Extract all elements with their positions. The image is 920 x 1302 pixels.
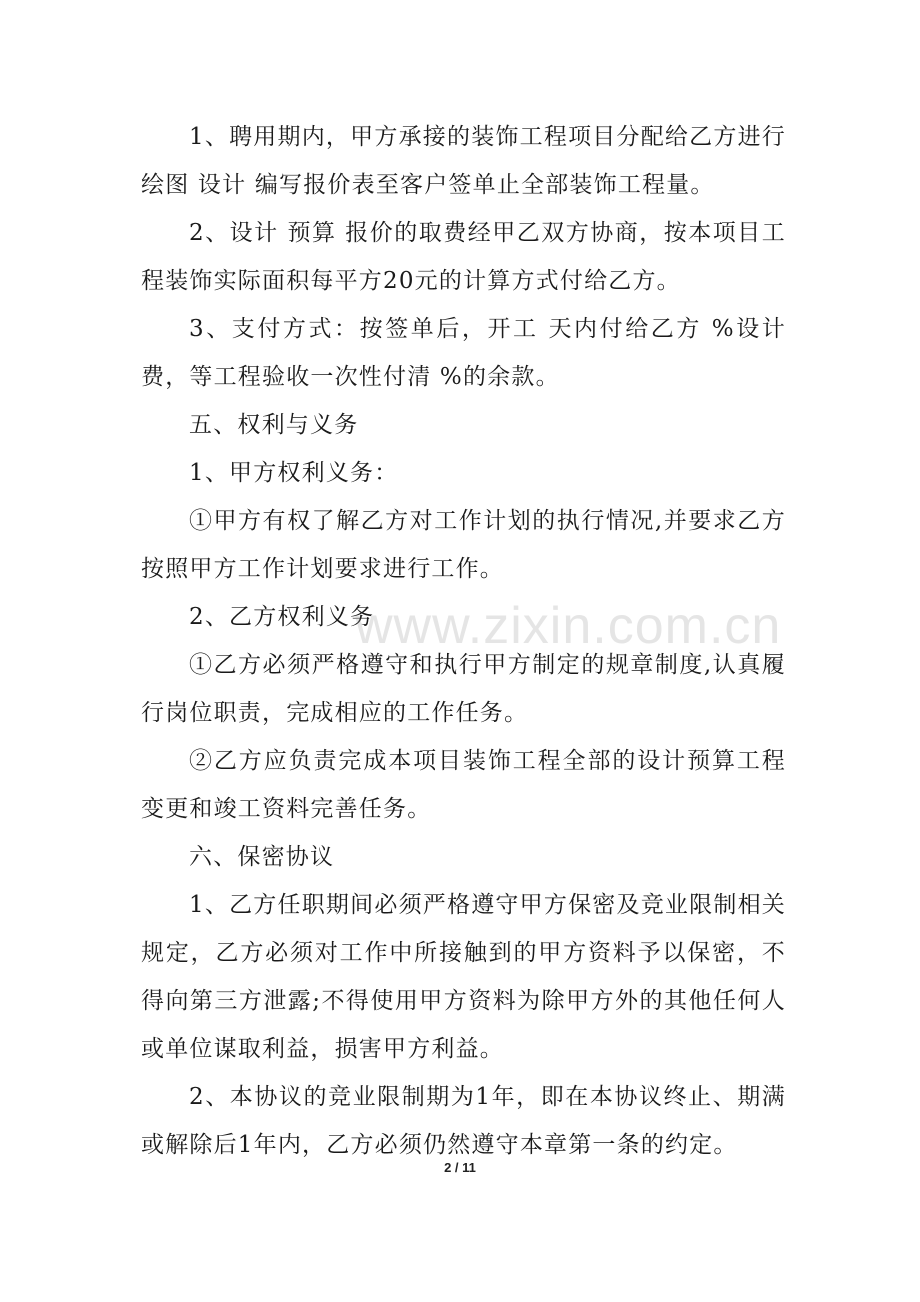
paragraph-party-b-duty-2: ②乙方应负责完成本项目装饰工程全部的设计预算工程变更和竣工资料完善任务。: [141, 748, 786, 822]
document-body: [141, 113, 786, 1169]
paragraph-party-b-duty-1: ①乙方必须严格遵守和执行甲方制定的规章制度,认真履行岗位职责，完成相应的工作任务。: [141, 652, 786, 726]
subheading-party-b: 2、乙方权利义务: [189, 604, 375, 630]
subheading-party-a: 1、甲方权利义务：: [189, 460, 399, 486]
paragraph-payment: 3、支付方式：按签单后，开工 天内付给乙方 %设计费，等工程验收一次性付清 %的余款。: [141, 316, 786, 390]
watermark: www.zixin.com.cn: [355, 597, 782, 655]
paragraph-party-a-right: ①甲方有权了解乙方对工作计划的执行情况,并要求乙方按照甲方工作计划要求进行工作。: [141, 508, 786, 582]
paragraph-design-scope: 1、聘用期内，甲方承接的装饰工程项目分配给乙方进行绘图 设计 编写报价表至客户签单止全部装饰工程量。: [141, 124, 786, 198]
paragraph-fee: 2、设计 预算 报价的取费经甲乙双方协商，按本项目工程装饰实际面积每平方20元的计算方式付给乙方。: [141, 220, 786, 294]
section-heading-confidentiality: 六、保密协议: [189, 844, 335, 870]
page-number: 2 / 11: [444, 1160, 476, 1175]
paragraph-confidentiality-2: 2、本协议的竞业限制期为1年，即在本协议终止、期满或解除后1年内，乙方必须仍然遵守本章第一条的约定。: [141, 1084, 786, 1158]
section-heading-rights: 五、权利与义务: [189, 412, 359, 438]
paragraph-confidentiality-1: 1、乙方任职期间必须严格遵守甲方保密及竞业限制相关规定，乙方必须对工作中所接触到的甲方资料予以保密，不得向第三方泄露;不得使用甲方资料为除甲方外的其他任何人或单位谋取利益，损害甲方利益。: [141, 892, 786, 1062]
